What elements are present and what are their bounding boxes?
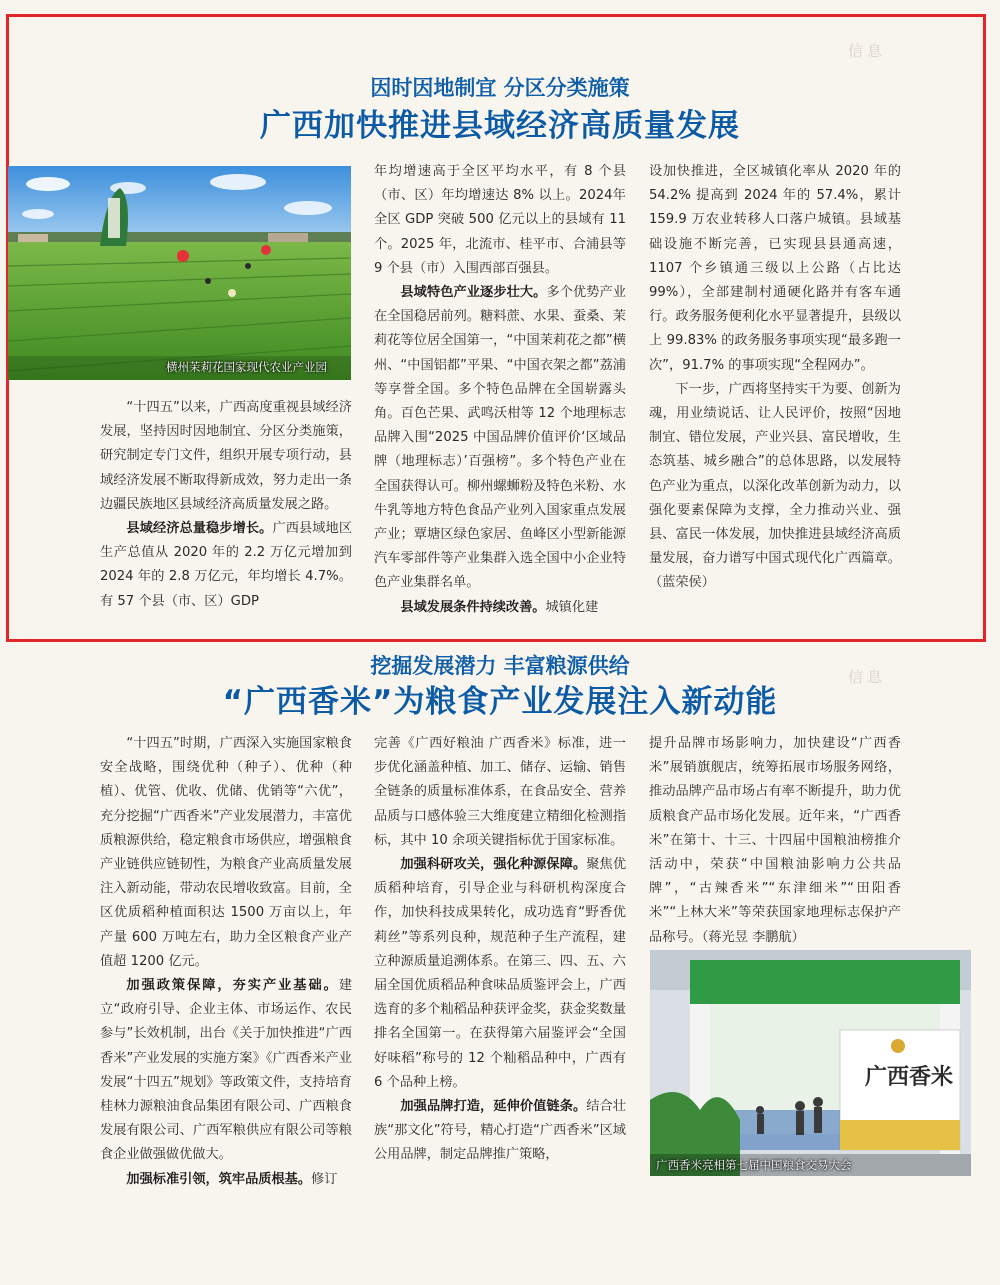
paragraph-text: 下一步，广西将坚持实干为要、创新为魂，用业绩说话、让人民评价，按照“因地制宜、错位发展，产业兴县、富民增收，生态筑基、城乡融合”的总体思路，以发展特色产业为重点，以深化改革创新为动力，以强化要素保障为支撑，全力推动兴业、强县、富民一体发展，加快推进县域经济高质量发展，奋力谱写中国式现代化广西篇章。（蓝荣侯） <box>649 381 901 591</box>
article2-subtitle: 挖掘发展潜力 丰富粮源供给 <box>370 654 630 678</box>
article1-subtitle: 因时因地制宜 分区分类施策 <box>370 76 630 100</box>
paragraph-text: 设加快推进，全区城镇化率从 2020 年的 54.2% 提高到 2024 年的 57.4%，累计 159.9 万农业转移人口落户城镇。县域基础设施不断完善，已实现县县通高速，1107 个乡镇通三级以上公路（占比达 99%），全部建制村通硬化路并有客车通行。政务服务便利化水平显著提升，县级以上 99.83% 的政务服务事项实现“最多跑一次”，91.7% 的事项实现“全程网办”。 <box>649 164 901 373</box>
article1-title: 广西加快推进县域经济高质量发展 <box>260 108 740 144</box>
paragraph-text: “十四五”时期，广西深入实施国家粮食安全战略，围绕优种（种子）、优种（种植）、优管、优收、优储、优销等“六优”，充分挖掘“广西香米”产业发展潜力，丰富优质粮源供给，稳定粮食市场供应，增强粮食产业链供应链韧性，为粮食产业高质量发展注入新动能，带动农民增收致富。目前，全区优质稻种植面积达 1500 万亩以上，年产量 600 万吨左右，助力全区粮食产业产值超 1200 亿元。 <box>100 736 352 969</box>
article2-column-3 <box>649 732 901 950</box>
paragraph-text: 广西县域地区生产总值从 2020 年的 2.2 万亿元增加到 2024 年的 2.8 万亿元，年均增长 4.7%。有 57 个县（市、区）GDP <box>100 521 353 609</box>
paragraph <box>649 732 901 950</box>
paragraph-heading: 县域经济总量稳步增长。 <box>126 521 273 537</box>
jasmine-field-photo <box>8 166 351 380</box>
paragraph <box>100 974 352 1168</box>
section-tag-2: 信息 <box>848 668 887 686</box>
paragraph <box>374 1095 626 1168</box>
article2-photo-caption: 广西香米亮相第七届中国粮食交易大会 <box>656 1158 852 1172</box>
article2-title: “广西香米”为粮食产业发展注入新动能 <box>222 684 778 720</box>
paragraph <box>374 160 626 281</box>
paragraph <box>649 378 901 596</box>
paragraph-heading: 加强政策保障，夯实产业基础。 <box>126 978 339 994</box>
paragraph <box>100 1168 352 1192</box>
paragraph-heading: 加强标准引领，筑牢品质根基。 <box>126 1171 312 1187</box>
article1-photo-caption: 横州茉莉花国家现代农业产业园 <box>166 360 327 374</box>
article1-column-3 <box>649 160 901 596</box>
article2-column-1 <box>100 732 352 1192</box>
paragraph-text: 城镇化建 <box>545 599 599 615</box>
paragraph <box>100 396 352 517</box>
paragraph-text: 年均增速高于全区平均水平，有 8 个县（市、区）年均增速达 8% 以上。2024年全区 GDP 突破 500 亿元以上的县域有 11 个。2025 年，北流市、桂平市、合浦县等 9 个县（市）入围西部百强县。 <box>374 164 626 276</box>
booth-sign: 广西香米 <box>864 1064 953 1090</box>
paragraph <box>100 732 352 974</box>
paragraph-text: 聚焦优质稻种培育，引导企业与科研机构深度合作，加快科技成果转化，成功选育“野香优莉丝”等系列良种，规范种子生产流程，建立种源质量追溯体系。在第三、四、五、六届全国优质稻品种食味品质鉴评会上，广西选育的多个籼稻品种获评金奖，获金奖数量排名全国第一。在获得第六届鉴评会“全国好味稻”称号的 12 个籼稻品种中，广西有 6 个品种上榜。 <box>374 857 627 1090</box>
paragraph <box>374 281 626 596</box>
rice-expo-booth-photo <box>650 950 971 1176</box>
paragraph-text: 建立“政府引导、企业主体、市场运作、农民参与”长效机制，出台《关于加快推进“广西香米”产业发展的实施方案》《广西香米产业发展“十四五”规划》等政策文件，支持培育桂林力源粮油食品集团有限公司、广西粮食发展有限公司、广西军粮供应有限公司等粮食企业做强做优做大。 <box>100 978 352 1163</box>
paragraph-heading: 县域特色产业逐步壮大。 <box>400 285 547 301</box>
paragraph-heading: 加强科研攻关，强化种源保障。 <box>400 857 587 873</box>
paragraph-heading: 加强品牌打造，延伸价值链条。 <box>400 1099 587 1115</box>
paragraph-text: 多个优势产业在全国稳居前列。糖料蔗、水果、蚕桑、茉莉花等位居全国第一，“中国茉莉花之都”横州、“中国铝都”平果、“中国衣架之都”荔浦等享誉全国。多个特色品牌在全国崭露头角。百色芒果、武鸣沃柑等 12 个地理标志品牌入围“2025 中国品牌价值评价‘区域品牌（地理标志）’百强榜”。多个特色产业在全国获得认可。柳州螺蛳粉及特色米粉、水牛乳等地方特色食品产业列入国家重点发展产业；覃塘区绿色家居、鱼峰区小型新能源汽车零部件等产业集群入选全国中小企业特色产业集群名单。 <box>374 285 627 591</box>
paragraph-text: 结合壮族“那文化”符号，精心打造“广西香米”区域公用品牌，制定品牌推广策略， <box>374 1099 627 1163</box>
article1-column-2 <box>374 160 626 620</box>
paragraph-text: 完善《广西好粮油 广西香米》标准，进一步优化涵盖种植、加工、储存、运输、销售全链条的质量标准体系，在食品安全、营养品质与口感体验三大维度建立精细化检测指标，其中 10 余项关键指标优于国家标准。 <box>374 736 626 848</box>
paragraph-heading: 县域发展条件持续改善。 <box>400 599 546 615</box>
paragraph-text: 提升品牌市场影响力，加快建设“广西香米”展销旗舰店，统筹拓展市场服务网络，推动品牌产品市场占有率不断提升，助力优质粮食产品市场化发展。近年来，“广西香米”在第十、十三、十四届中国粮油榜推介活动中，荣获“中国粮油影响力公共品牌”，“古辣香米”“东津细米”“田阳香米”“上林大米”等荣获国家地理标志保护产品称号。（蒋光昱 李鹏航） <box>649 736 901 945</box>
paragraph <box>374 596 626 620</box>
paragraph-text: “十四五”以来，广西高度重视县域经济发展，坚持因时因地制宜、分区分类施策，研究制定专门文件，组织开展专项行动，县域经济发展不断取得新成效，努力走出一条边疆民族地区县域经济高质量发展之路。 <box>100 400 352 512</box>
jasmine-field-image <box>8 166 351 380</box>
paragraph <box>649 160 901 378</box>
section-tag: 信息 <box>848 42 887 60</box>
article1-column-1 <box>100 396 352 614</box>
paragraph <box>374 732 626 853</box>
paragraph-text: 修订 <box>311 1171 338 1187</box>
paragraph <box>374 853 626 1095</box>
article2-column-2 <box>374 732 626 1168</box>
paragraph <box>100 517 352 614</box>
